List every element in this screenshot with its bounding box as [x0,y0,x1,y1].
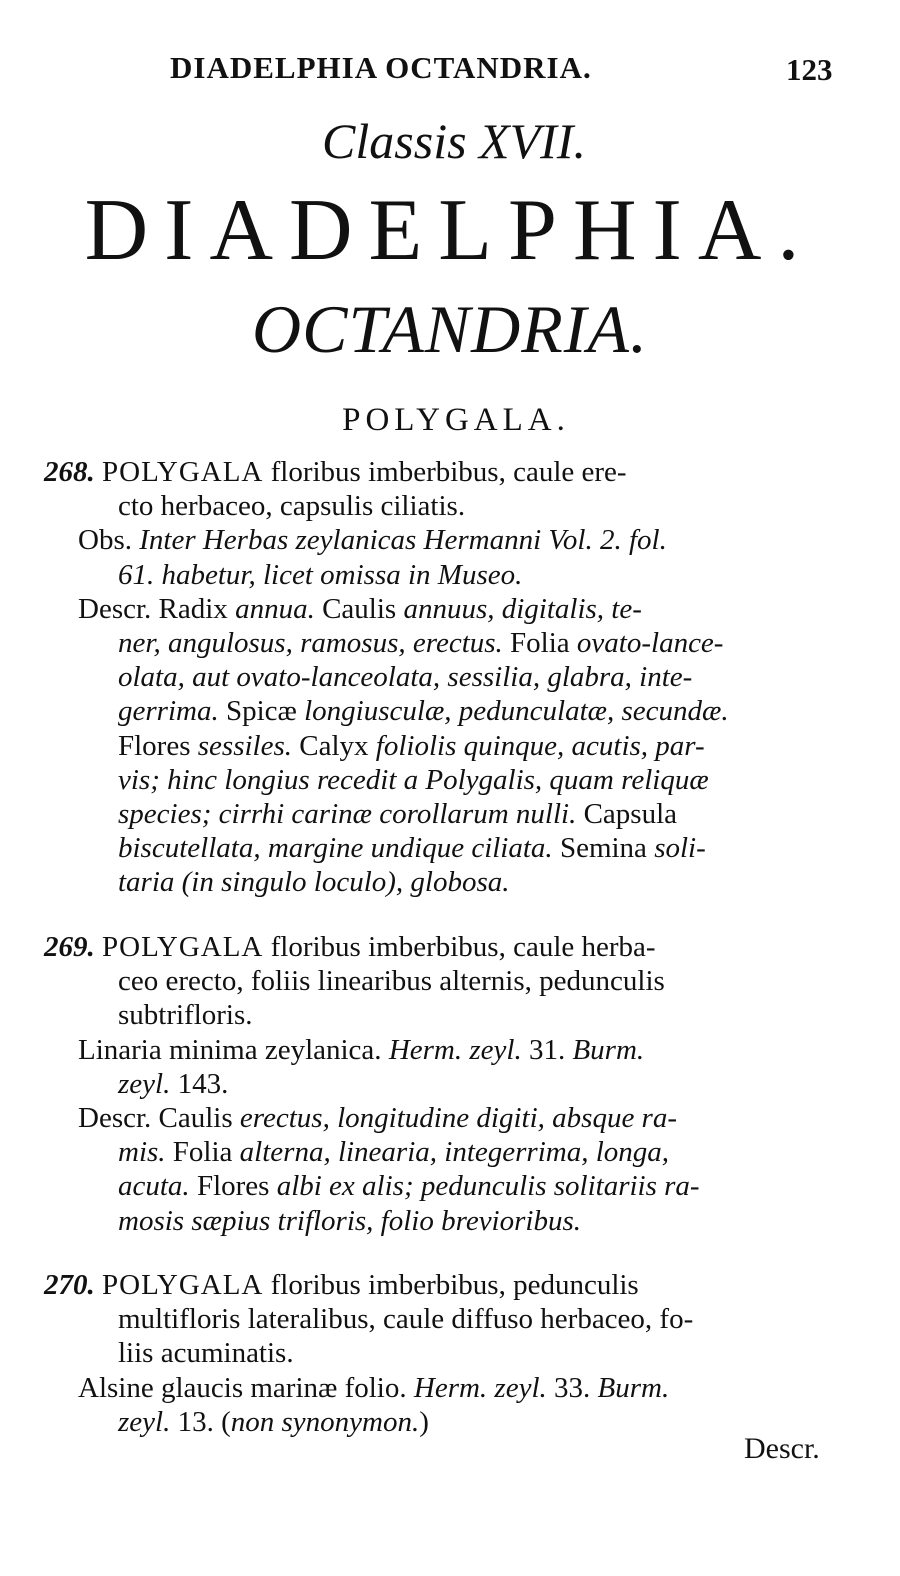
entry-text: ner, angulosus, ramosus, erectus. [118,627,503,659]
entry-line [118,865,510,899]
entry-text: POLYGALA [102,456,264,488]
entry-text: Flores [118,729,198,762]
entry-text: foliolis quinque, acutis, par- [375,729,705,762]
entry-text: 33. [546,1371,598,1404]
class-name-heading: DIADELPHIA. [84,182,816,279]
entry-text: alterna, linearia, integerrima, longa, [239,1136,670,1169]
entry-line [118,1336,294,1370]
entry-line [78,523,667,557]
entry-text: annuus, digitalis, te- [403,592,642,625]
entry-line [118,1204,581,1238]
entry-text: Linaria minima zeylanica. [78,1033,389,1066]
page-number: 123 [786,52,833,87]
entry-text: 31. [521,1033,573,1066]
entry-text: gerrima. [118,695,219,728]
order-name-heading: OCTANDRIA. [252,291,648,367]
entry-line [118,1169,700,1203]
entry-line [118,1302,693,1336]
entry-text: 143. [170,1067,229,1100]
entry-text: soli- [654,832,706,865]
entry-number: 268. [44,456,102,488]
entry-text: mis. [118,1136,166,1169]
classis-heading: Classis XVII. [322,113,586,169]
entry-text: Herm. zeyl. [413,1371,547,1404]
entry-line [118,763,709,797]
entry-text: multifloris lateralibus, caule diffuso herbaceo, fo- [118,1303,694,1336]
entry-line [78,1033,644,1067]
entry-text: biscutellata, margine undique ciliata. [118,832,553,865]
entry-text: annua. [235,592,315,625]
entry-line [118,998,253,1032]
entry-text: vis; hinc longius recedit a Polygalis, quam reliquæ [118,763,709,796]
entry-line [118,1135,669,1169]
entry-line [44,930,656,964]
entry-text: olata, aut ovato-lanceolata, sessilia, glabra, inte- [118,661,693,694]
entry-text: species; cirrhi carinæ corollarum nulli. [118,798,577,830]
entry-line [118,1405,429,1439]
entry-text: Burm. [597,1371,670,1404]
entry-line [118,626,723,660]
entry-text: Folia [165,1136,240,1169]
entry-line [78,592,642,626]
entry-text: floribus imberbibus, caule ere- [263,456,627,488]
entry-text: Spicæ [218,695,305,728]
entry-line [78,1371,669,1405]
entry-text: Flores [189,1170,277,1203]
entry-text: Herm. zeyl. [388,1033,522,1066]
entry-text: non synonymon. [230,1405,420,1438]
entry-text: POLYGALA [102,931,264,963]
entry-text: ovato-lance- [576,627,724,659]
entry-text: taria (in singulo loculo), globosa. [118,866,510,899]
entry-text: zeyl. [118,1067,171,1100]
entry-line [118,558,522,592]
entry-line [44,1268,639,1302]
entry-text: acuta. [118,1170,190,1203]
catchword: Descr. [744,1432,820,1465]
entry-text: subtrifloris. [118,999,253,1032]
entry-text: Alsine glaucis marinæ folio. [78,1371,414,1404]
entry-text: Descr. Caulis [78,1102,240,1134]
entry-text: 13. ( [170,1405,231,1438]
entry-line [118,797,677,831]
entry-text: liis acuminatis. [118,1337,294,1370]
entry-text: ) [419,1405,429,1438]
entry-line [118,964,665,998]
entry-text: cto herbaceo, capsulis ciliatis. [118,490,466,523]
entry-text: sessiles. [197,729,292,762]
entry-text: floribus imberbibus, pedunculis [263,1269,639,1301]
entry-text: longiusculæ, pedunculatæ, secundæ. [304,695,729,728]
entry-text: Inter Herbas zeylanicas Hermanni Vol. 2. fol. [139,524,667,557]
entry-text: zeyl. [118,1405,171,1438]
entry-line [118,660,692,694]
entry-line [78,1101,677,1135]
genus-heading: POLYGALA. [342,402,570,438]
entry-text: Folia [502,627,577,659]
entry-text: albi ex alis; pedunculis solitariis ra- [276,1170,700,1203]
entry-text: POLYGALA [102,1269,264,1301]
entry-text: Descr. Radix [78,592,236,625]
entry-line [118,694,729,728]
entry-text: Burm. [572,1033,645,1066]
entry-text: ceo erecto, foliis linearibus alternis, pedunculis [118,965,665,998]
entry-text: 61. habetur, licet omissa in Museo. [118,558,523,591]
entry-number: 269. [44,931,102,963]
entry-text: Calyx [292,729,376,762]
entry-text: Caulis [314,592,404,625]
entry-text: Capsula [576,798,678,830]
entry-line [44,455,627,489]
entry-text: Obs. [78,524,140,557]
entry-line [118,729,705,763]
running-head: DIADELPHIA OCTANDRIA. [170,50,592,85]
entry-line [118,1067,228,1101]
entry-line [118,831,706,865]
entry-text: erectus, longitudine digiti, absque ra- [239,1102,678,1134]
entry-text: Semina [552,832,655,865]
entry-text: mosis sæpius trifloris, folio brevioribus. [118,1204,581,1237]
entry-number: 270. [44,1269,102,1301]
entry-text: floribus imberbibus, caule herba- [263,931,656,963]
entry-line [118,489,465,523]
